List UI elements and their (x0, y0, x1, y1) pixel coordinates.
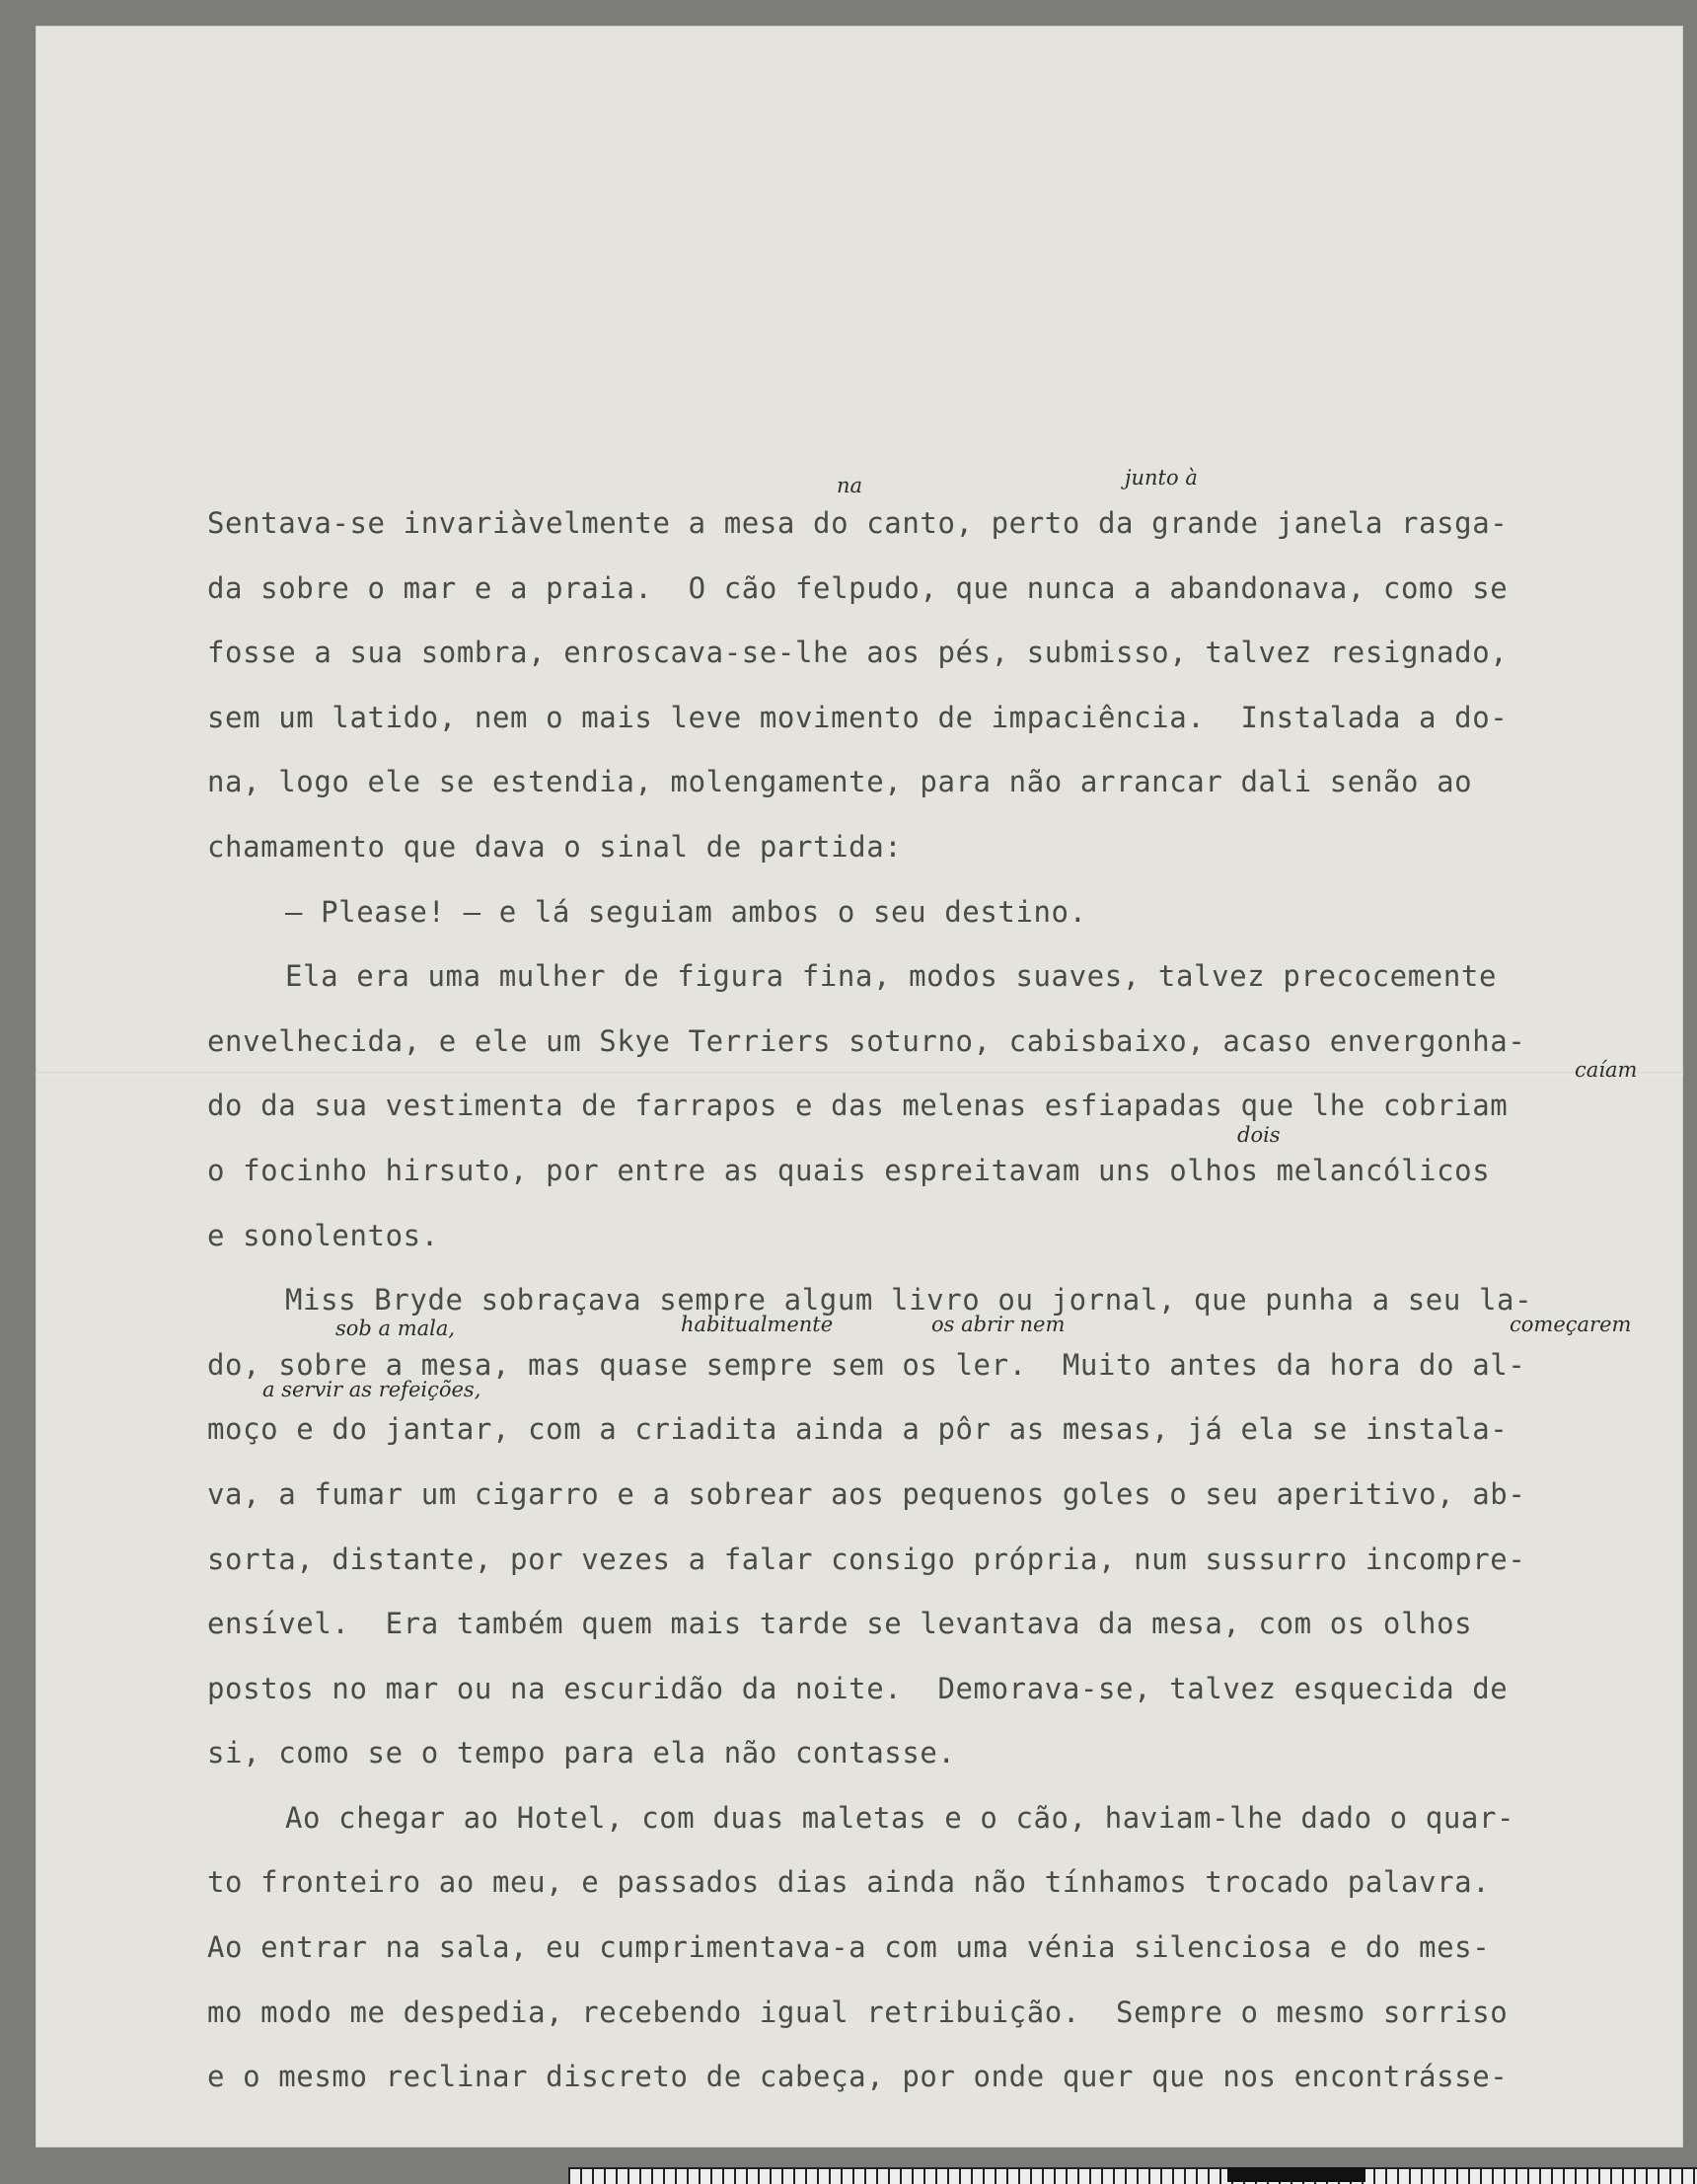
text-line: Ao entrar na sala, eu cumprimentava-a com uma vénia silenciosa e do mes- (207, 1930, 1491, 1965)
text-line: mo modo me despedia, recebendo igual retribuição. Sempre o mesmo sorriso (207, 1995, 1509, 2029)
text-line: postos no mar ou na escuridão da noite. Demorava-se, talvez esquecida de (207, 1671, 1509, 1705)
text-line: Ao chegar ao Hotel, com duas maletas e o cão, haviam-lhe dado o quar- (285, 1800, 1515, 1835)
scale-ruler (568, 2167, 1697, 2184)
text-line: chamamento que dava o sinal de partida: (207, 829, 903, 864)
text-line: sem um latido, nem o mais leve movimento de impaciência. Instalada a do- (207, 700, 1509, 734)
text-line: o focinho hirsuto, por entre as quais espreitavam uns olhos melancólicos (207, 1153, 1491, 1187)
text-line: e sonolentos. (207, 1218, 439, 1252)
text-line: do, sobre a mesa, mas quase sempre sem os ler. Muito antes da hora do al- (207, 1347, 1526, 1382)
text-line: e o mesmo reclinar discreto de cabeça, por onde quer que nos encontrásse- (207, 2060, 1509, 2094)
text-line: Miss Bryde sobraçava sempre algum livro ou jornal, que punha a seu la- (285, 1283, 1533, 1318)
scale-ruler-block (1227, 2167, 1365, 2182)
handwritten-annotation: na (837, 474, 863, 497)
text-line: Sentava-se invariàvelmente a mesa do canto, perto da grande janela rasga- (207, 506, 1509, 540)
text-line: na, logo ele se estendia, molengamente, para não arrancar dali senão ao (207, 765, 1473, 799)
handwritten-annotation: sob a mala, (335, 1317, 456, 1340)
text-line: Ela era uma mulher de figura fina, modos suaves, talvez precocemente (285, 959, 1498, 994)
typed-text (207, 491, 1667, 2110)
text-line: fosse a sua sombra, enroscava-se-lhe aos pés, submisso, talvez resignado, (207, 636, 1509, 670)
handwritten-annotation: começarem (1510, 1313, 1632, 1336)
text-line: da sobre o mar e a praia. O cão felpudo, que nunca a abandonava, como se (207, 570, 1509, 605)
text-line: ensível. Era também quem mais tarde se levantava da mesa, com os olhos (207, 1607, 1473, 1641)
text-line: moço e do jantar, com a criadita ainda a pôr as mesas, já ela se instala- (207, 1412, 1509, 1447)
handwritten-annotation: os abrir nem (931, 1313, 1066, 1336)
text-line: do da sua vestimenta de farrapos e das melenas esfiapadas que lhe cobriam (207, 1089, 1509, 1123)
text-line: envelhecida, e ele um Skye Terriers soturno, cabisbaixo, acaso envergonha- (207, 1023, 1526, 1058)
handwritten-annotation: junto à (1125, 466, 1198, 490)
text-line: si, como se o tempo para ela não contasse. (207, 1736, 956, 1770)
handwritten-annotation: caíam (1575, 1058, 1638, 1082)
text-line: — Please! — e lá seguiam ambos o seu destino. (285, 894, 1087, 929)
handwritten-annotation: habitualmente (681, 1313, 834, 1336)
text-line: va, a fumar um cigarro e a sobrear aos pequenos goles o seu aperitivo, ab- (207, 1476, 1526, 1511)
handwritten-annotation: a servir as refeições, (262, 1378, 481, 1401)
text-line: sorta, distante, por vezes a falar consigo própria, num sussurro incompre- (207, 1542, 1526, 1576)
handwritten-annotation: dois (1237, 1123, 1281, 1147)
text-line: to fronteiro ao meu, e passados dias ainda não tínhamos trocado palavra. (207, 1865, 1491, 1900)
